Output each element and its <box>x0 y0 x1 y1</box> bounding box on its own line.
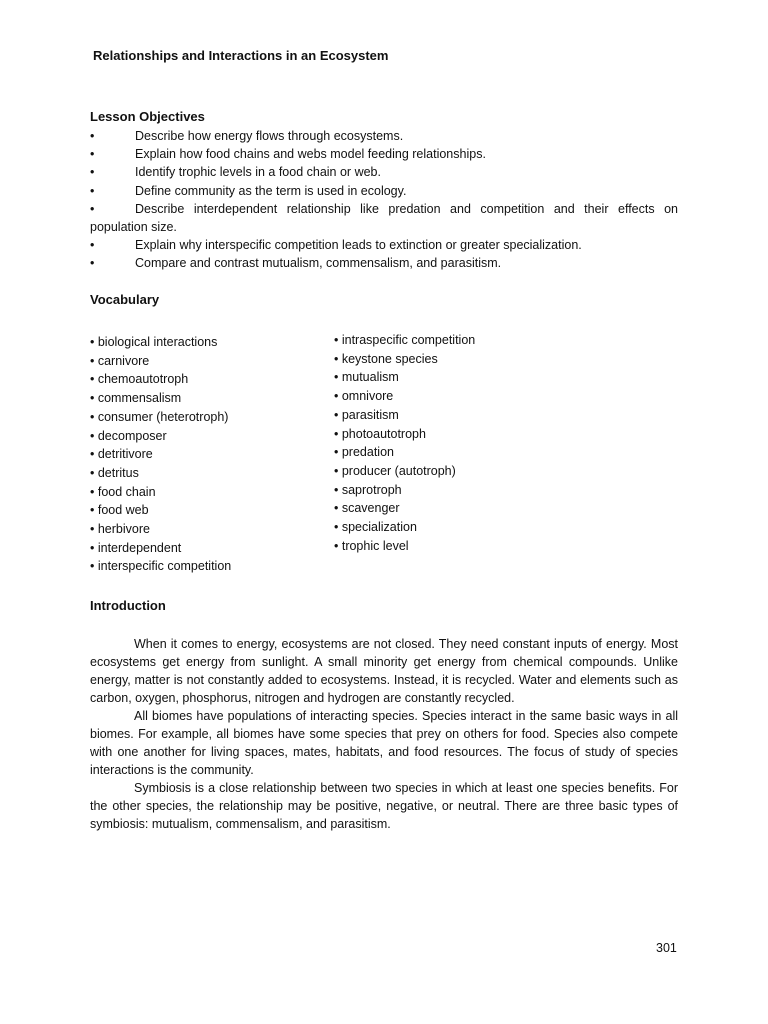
vocab-term: • detritivore <box>90 447 153 462</box>
vocab-term: • herbivore <box>90 522 150 537</box>
document-title: Relationships and Interactions in an Ecosystem <box>93 48 389 63</box>
bullet: • <box>90 256 95 271</box>
objective-text: Identify trophic levels in a food chain or web. <box>135 165 381 180</box>
bullet: • <box>90 129 95 143</box>
vocab-term: • omnivore <box>334 389 394 404</box>
introduction-heading: Introduction <box>90 598 166 613</box>
vocab-term: • scavenger <box>334 501 400 516</box>
vocabulary-list-left <box>90 333 231 576</box>
vocab-term: • intraspecific competition <box>334 333 476 347</box>
vocab-term: • mutualism <box>334 370 399 385</box>
vocab-term: • specialization <box>334 520 417 535</box>
vocabulary-list-right <box>334 331 475 555</box>
objective-item <box>90 127 678 145</box>
intro-paragraph: When it comes to energy, ecosystems are not closed. They need constant inputs of energy. Most ecosystems get energy from sunlight. A small minority get energy from chemical compounds. Unlike energy, matter is not constantly added to ecosystems. Instead, it is recycled. Water and elements such as carbon, oxygen, phosphorus, nitrogen and hydrogen are constantly recycled. <box>90 637 678 705</box>
vocabulary-heading: Vocabulary <box>90 292 160 307</box>
vocab-term: • interdependent <box>90 540 182 555</box>
vocab-term: • food web <box>90 503 149 518</box>
vocab-term: • commensalism <box>90 391 182 406</box>
objective-item <box>90 254 678 272</box>
objective-item <box>90 200 678 236</box>
vocab-term: • interspecific competition <box>90 559 232 574</box>
objective-text: Describe interdependent relationship like predation and competition and their effects on population size. <box>90 201 678 235</box>
vocab-term: • predation <box>334 445 394 460</box>
vocab-term: • consumer (heterotroph) <box>90 409 229 424</box>
objective-text: Explain how food chains and webs model feeding relationships. <box>135 147 486 162</box>
bullet: • <box>90 147 95 162</box>
objective-text: Compare and contrast mutualism, commensalism, and parasitism. <box>135 256 502 271</box>
objective-item <box>90 145 678 163</box>
vocab-term: • biological interactions <box>90 335 218 349</box>
objective-text: Describe how energy flows through ecosystems. <box>135 129 404 143</box>
bullet: • <box>90 238 95 253</box>
intro-paragraph: Symbiosis is a close relationship between two species in which at least one species benefits. For the other species, the relationship may be positive, negative, or neutral. There are three basic types of symbiosis: mutualism, commensalism, and parasitism. <box>90 781 678 831</box>
vocab-term: • decomposer <box>90 428 167 443</box>
objective-item <box>90 182 678 200</box>
objective-text: Define community as the term is used in ecology. <box>135 183 407 198</box>
vocab-term: • carnivore <box>90 353 150 368</box>
objectives-list <box>90 127 678 273</box>
vocab-term: • food chain <box>90 484 156 499</box>
objective-item <box>90 163 678 181</box>
introduction-body <box>90 635 678 833</box>
vocab-term: • keystone species <box>334 351 438 366</box>
vocab-term: • detritus <box>90 465 139 480</box>
vocab-term: • parasitism <box>334 407 399 422</box>
vocab-term: • chemoautotroph <box>90 372 189 387</box>
page-number: 301 <box>656 941 677 955</box>
objective-item <box>90 236 678 254</box>
lesson-objectives-heading: Lesson Objectives <box>90 109 205 124</box>
bullet: • <box>90 183 95 198</box>
intro-paragraph: All biomes have populations of interacting species. Species interact in the same basic ways in all biomes. For example, all biomes have some species that prey on others for food. Species also compete with one another for living spaces, mates, habitats, and food resources. The focus of study of species interactions is the community. <box>90 709 678 777</box>
bullet: • <box>90 201 95 216</box>
vocab-term: • trophic level <box>334 538 409 553</box>
vocab-term: • photoautotroph <box>334 426 426 441</box>
vocab-term: • saprotroph <box>334 482 402 497</box>
vocab-term: • producer (autotroph) <box>334 463 456 478</box>
bullet: • <box>90 165 95 180</box>
objective-text: Explain why interspecific competition leads to extinction or greater specialization. <box>135 238 582 253</box>
